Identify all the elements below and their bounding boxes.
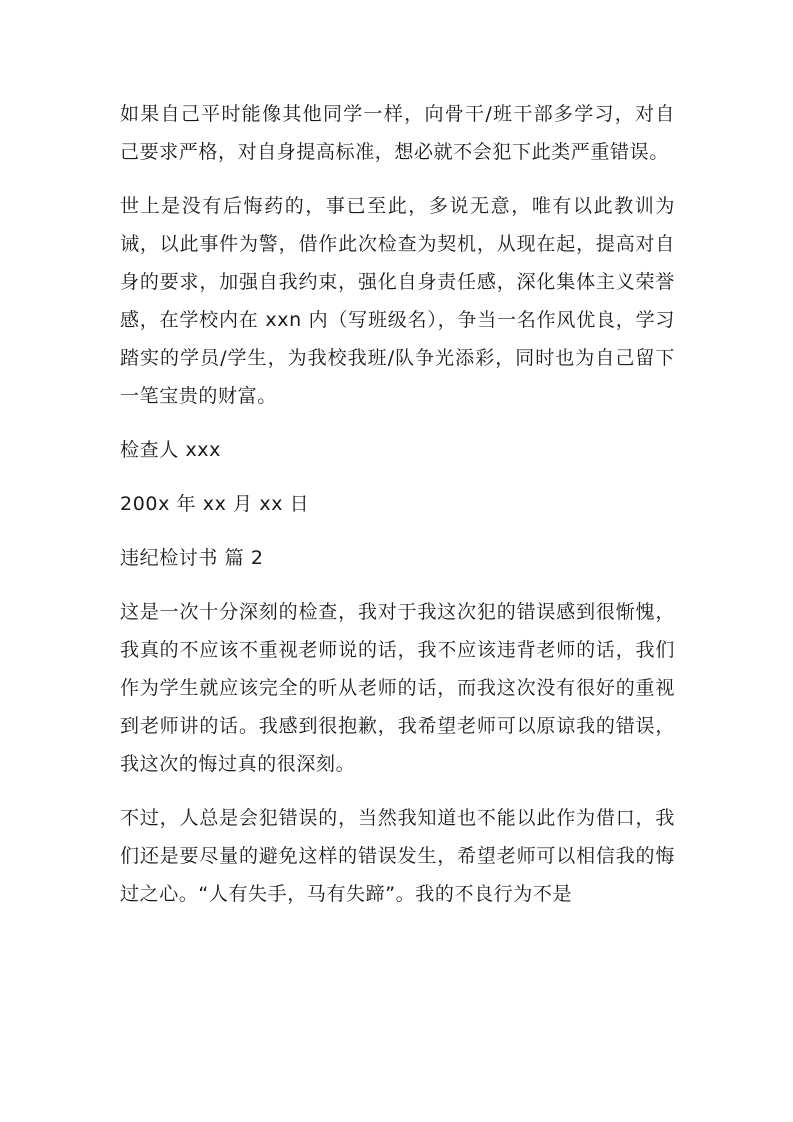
paragraph-continuation: 不过，人总是会犯错误的，当然我知道也不能以此作为借口，我们还是要尽量的避免这样的错误发生，希望老师可以相信我的悔过之心。“人有失手，马有失蹄”。我的不良行为不是 xyxy=(120,807,675,905)
paragraph-self-reflection: 如果自己平时能像其他同学一样，向骨干/班干部多学习，对自己要求严格，对自身提高标准，想必就不会犯下此类严重错误。 xyxy=(120,103,675,163)
paragraph-resolution: 世上是没有后悔药的，事已至此，多说无意，唯有以此教训为诫，以此事件为警，借作此次检查为契机，从现在起，提高对自身的要求，加强自我约束，强化自身责任感，深化集体主义荣誉感，在学校内在 xxn 内（写班级名），争当一名作风优良，学习踏实的学员/学生，为我校我班/队争光添彩，同时也为自己留下一笔宝贵的财富。 xyxy=(120,195,675,407)
paragraph-apology: 这是一次十分深刻的检查，我对于我这次犯的错误感到很惭愧，我真的不应该不重视老师说的话，我不应该违背老师的话，我们作为学生就应该完全的听从老师的话，而我这次没有很好的重视到老师讲的话。我感到很抱歉，我希望老师可以原谅我的错误，我这次的悔过真的很深刻。 xyxy=(120,601,675,775)
document-body xyxy=(120,95,675,929)
signature-line: 检查人 xxx xyxy=(120,439,221,461)
section-heading: 违纪检讨书 篇 2 xyxy=(120,547,264,569)
date-line: 200x 年 xx 月 xx 日 xyxy=(120,493,310,515)
